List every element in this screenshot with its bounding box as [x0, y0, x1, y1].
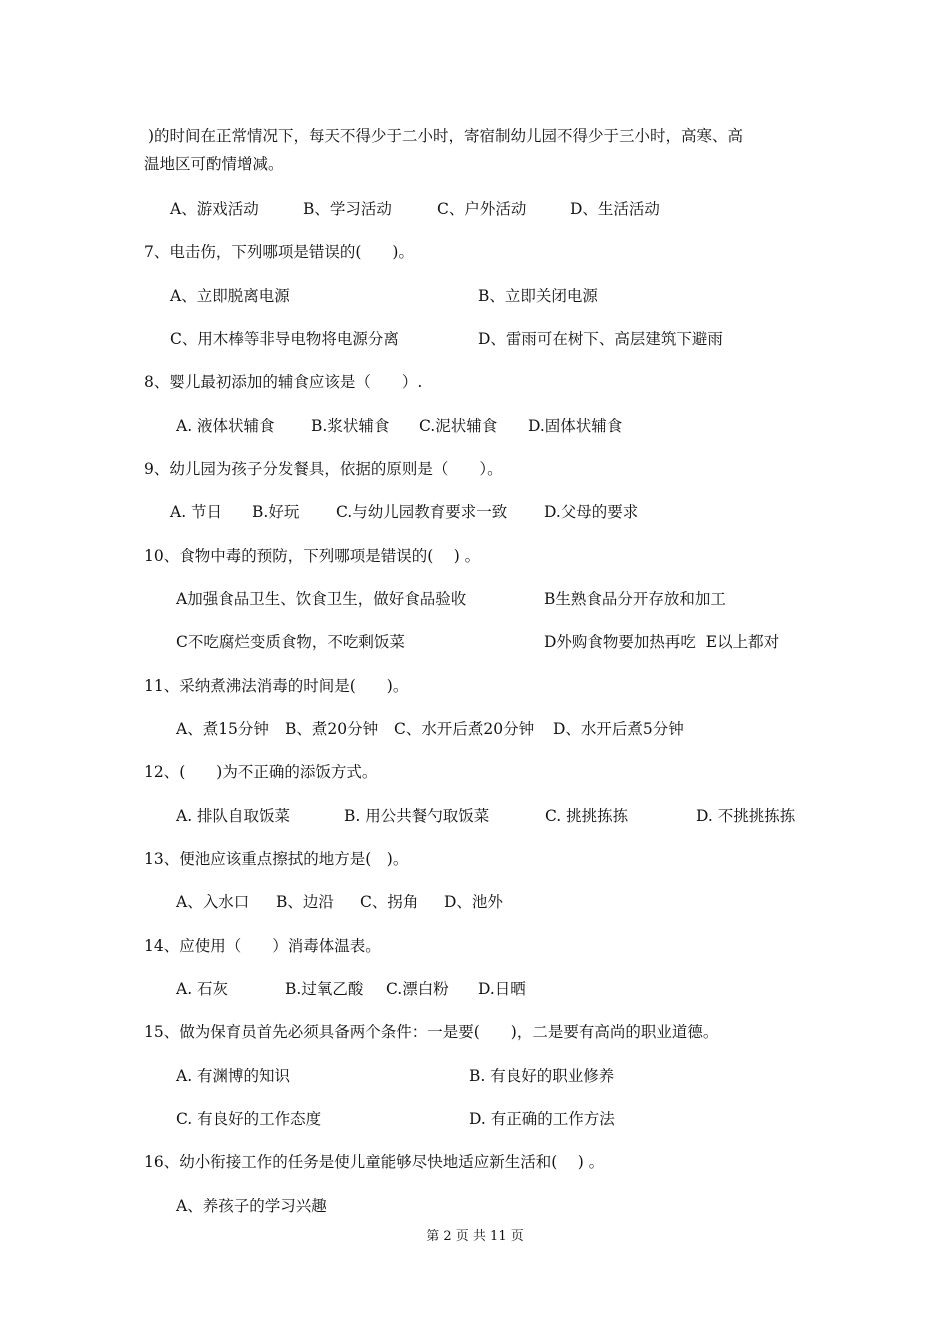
q16-option-a: A、养孩子的学习兴趣 [176, 1197, 327, 1215]
q8-stem: 8、婴儿最初添加的辅食应该是（ ）. [144, 373, 423, 391]
q11-option-b: B、煮20分钟 [285, 720, 379, 738]
q16-stem: 16、幼小衔接工作的任务是使儿童能够尽快地适应新生活和( ) 。 [144, 1153, 605, 1171]
q14-stem: 14、应使用（ ）消毒体温表。 [144, 937, 381, 955]
q7-option-a: A、立即脱离电源 [170, 287, 290, 305]
q10-option-b: B生熟食品分开存放和加工 [544, 590, 726, 608]
q9-option-a: A. 节日 [170, 503, 223, 521]
q13-option-d: D、池外 [444, 893, 503, 911]
q10-option-a: A加强食品卫生、饮食卫生，做好食品验收 [176, 590, 467, 608]
q11-stem: 11、采纳煮沸法消毒的时间是( )。 [144, 677, 409, 695]
q11-option-d: D、水开后煮5分钟 [553, 720, 684, 738]
q7-option-b: B、立即关闭电源 [478, 287, 598, 305]
q9-option-c: C.与幼儿园教育要求一致 [336, 503, 508, 521]
q6-line2: 温地区可酌情增减。 [144, 155, 284, 173]
q14-option-b: B.过氧乙酸 [285, 980, 364, 998]
q6-line1: )的时间在正常情况下，每天不得少于二小时，寄宿制幼儿园不得少于三小时，高寒、高 [148, 127, 744, 145]
q14-option-d: D.日晒 [478, 980, 526, 998]
q15-option-d: D. 有正确的工作方法 [469, 1110, 615, 1128]
q7-option-d: D、雷雨可在树下、高层建筑下避雨 [478, 330, 723, 348]
q9-stem: 9、幼儿园为孩子分发餐具，依据的原则是（ ）。 [144, 460, 503, 478]
q14-option-c: C.漂白粉 [386, 980, 449, 998]
q8-option-c: C.泥状辅食 [419, 417, 498, 435]
q11-option-c: C、水开后煮20分钟 [394, 720, 535, 738]
q10-option-d: D外购食物要加热再吃 E以上都对 [544, 633, 780, 651]
q15-option-a: A. 有渊博的知识 [176, 1067, 291, 1085]
q7-option-c: C、用木棒等非导电物将电源分离 [170, 330, 399, 348]
q13-stem: 13、便池应该重点擦拭的地方是( )。 [144, 850, 409, 868]
q6-option-b: B、学习活动 [303, 200, 392, 218]
q11-option-a: A、煮15分钟 [176, 720, 269, 738]
q13-option-c: C、拐角 [360, 893, 419, 911]
q12-option-c: C. 挑挑拣拣 [545, 807, 629, 825]
q12-option-b: B. 用公共餐勺取饭菜 [344, 807, 490, 825]
q14-option-a: A. 石灰 [176, 980, 229, 998]
q9-option-b: B.好玩 [252, 503, 300, 521]
q15-option-b: B. 有良好的职业修养 [469, 1067, 615, 1085]
q10-stem: 10、食物中毒的预防，下列哪项是错误的( ) 。 [144, 547, 481, 565]
page-footer: 第 2 页 共 11 页 [426, 1229, 524, 1244]
q6-option-a: A、游戏活动 [170, 200, 259, 218]
q12-option-a: A. 排队自取饭菜 [176, 807, 291, 825]
q6-option-d: D、生活活动 [570, 200, 660, 218]
q15-option-c: C. 有良好的工作态度 [176, 1110, 322, 1128]
q6-option-c: C、户外活动 [437, 200, 527, 218]
q12-option-d: D. 不挑挑拣拣 [696, 807, 796, 825]
q10-option-c: C不吃腐烂变质食物，不吃剩饭菜 [176, 633, 405, 651]
q7-stem: 7、电击伤，下列哪项是错误的( )。 [144, 243, 414, 261]
q13-option-a: A、入水口 [176, 893, 250, 911]
q8-option-d: D.固体状辅食 [528, 417, 623, 435]
q8-option-a: A. 液体状辅食 [176, 417, 275, 435]
q8-option-b: B.浆状辅食 [311, 417, 390, 435]
q9-option-d: D.父母的要求 [544, 503, 639, 521]
q12-stem: 12、( )为不正确的添饭方式。 [144, 763, 378, 781]
q15-stem: 15、做为保育员首先必须具备两个条件：一是要( )，二是要有高尚的职业道德。 [144, 1023, 719, 1041]
q13-option-b: B、边沿 [276, 893, 334, 911]
